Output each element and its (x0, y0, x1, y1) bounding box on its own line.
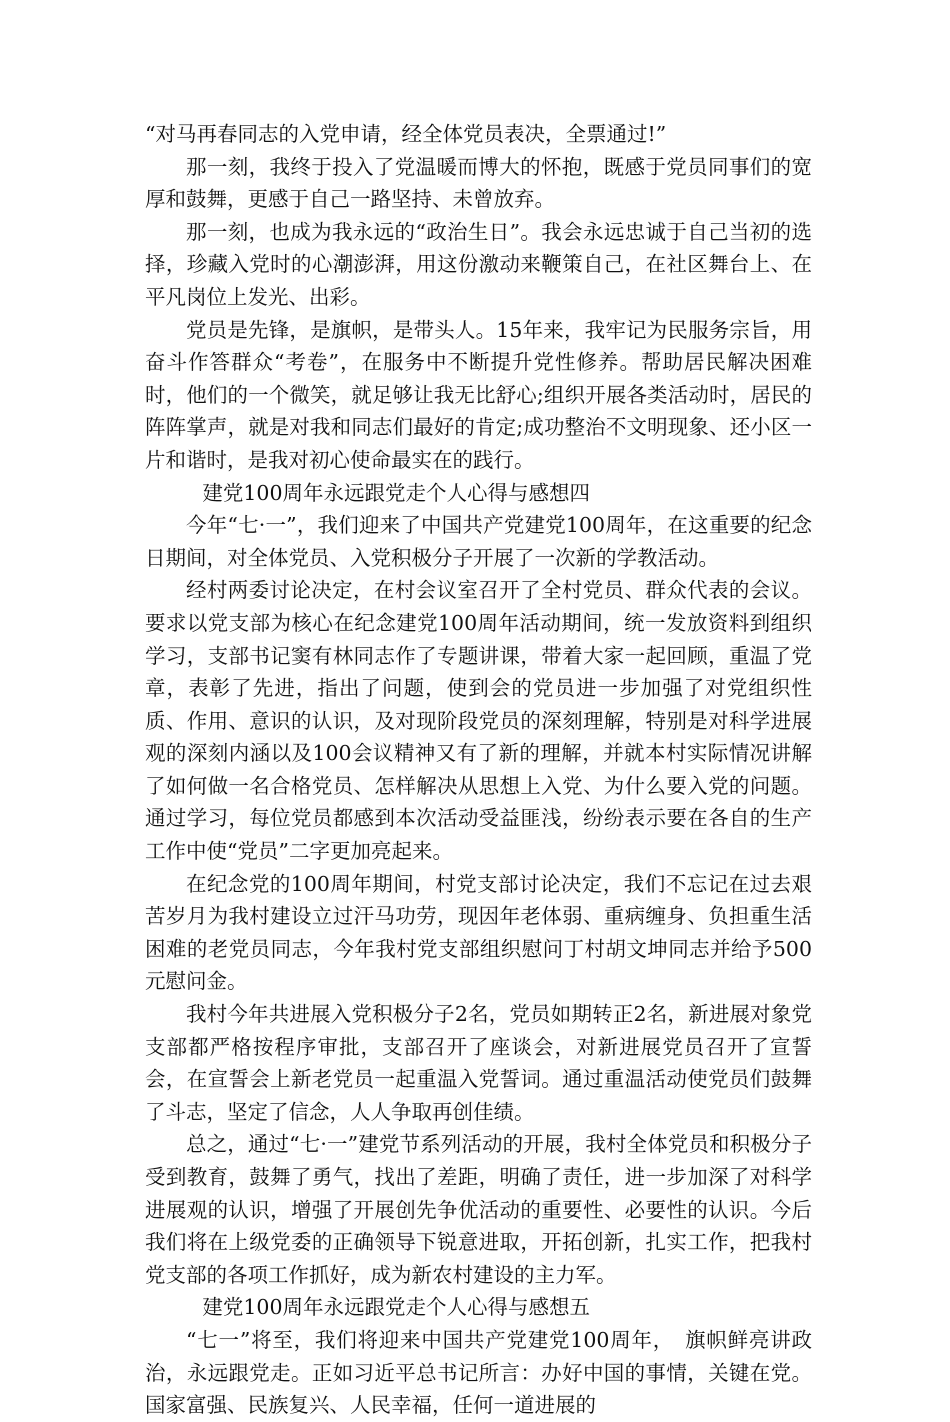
paragraph-condolence: 在纪念党的100周年期间，村党支部讨论决定，我们不忘记在过去艰苦岁月为我村建设立过汗马功劳，现因年老体弱、重病缠身、负担重生活困难的老党员同志，今年我村党支部组织慰问丁村胡文坤同志并给予500元慰问金。 (145, 871, 812, 994)
paragraph-joining-moment: 那一刻，我终于投入了党温暖而博大的怀抱，既感于党员同事们的宽厚和鼓舞，更感于自己一路坚持、未曾放弃。 (145, 154, 812, 212)
paragraph-summary: 总之，通过“七·一”建党节系列活动的开展，我村全体党员和积极分子受到教育，鼓舞了勇气，找出了差距，明确了责任，进一步加深了对科学进展观的认识，增强了开展创先争优活动的重要性、必要性的认识。今后我们将在上级党委的正确领导下锐意进取，开拓创新，扎实工作，把我村党支部的各项工作抓好，成为新农村建设的主力军。 (145, 1132, 812, 1287)
paragraph-vote-result: “对马再春同志的入党申请，经全体党员表决，全票通过!” (145, 122, 667, 146)
paragraph-new-members: 我村今年共进展入党积极分子2名，党员如期转正2名，新进展对象党支部都严格按程序审批，支部召开了座谈会，对新进展党员召开了宣誓会，在宣誓会上新老党员一起重温入党誓词。通过重温活动使党员们鼓舞了斗志，坚定了信念，人人争取再创佳绩。 (145, 1002, 812, 1124)
paragraph-political-birthday: 那一刻，也成为我永远的“政治生日”。我会永远忠诚于自己当初的选择，珍藏入党时的心潮澎湃，用这份激动来鞭策自己，在社区舞台上、在平凡岗位上发光、出彩。 (145, 219, 812, 309)
paragraph-july-first: 今年“七·一”，我们迎来了中国共产党建党100周年，在这重要的纪念日期间，对全体党员、入党积极分子开展了一次新的学教活动。 (145, 513, 812, 570)
section-heading-four: 建党100周年永远跟党走个人心得与感想四 (202, 480, 591, 505)
paragraph-seventh-july: “七一”将至，我们将迎来中国共产党建党100周年， 旗帜鲜亮讲政治，永远跟党走。正如习近平总书记所言：办好中国的事情，关键在党。国家富强、民族复兴、人民幸福，任何一道进展的 (145, 1327, 812, 1418)
paragraph-village-meeting: 经村两委讨论决定，在村会议室召开了全村党员、群众代表的会议。要求以党支部为核心在纪念建党100周年活动期间，统一发放资料到组织学习，支部书记窦有林同志作了专题讲课，带着大家一起回顾，重温了党章，表彰了先进，指出了问题，使到会的党员进一步加强了对党组织性质、作用、意识的认识，及对现阶段党员的深刻理解，特别是对科学进展观的深刻内涵以及100会议精神又有了新的理解，并就本村实际情况讲解了如何做一名合格党员、怎样解决从思想上入党、为什么要入党的问题。通过学习，每位党员都感到本次活动受益匪浅，纷纷表示要在各自的生产工作中使“党员”二字更加亮起来。 (145, 578, 812, 864)
paragraph-vanguard: 党员是先锋，是旗帜，是带头人。15年来，我牢记为民服务宗旨，用奋斗作答群众“考卷”，在服务中不断提升党性修养。帮助居民解决困难时，他们的一个微笑，就足够让我无比舒心;组织开展各类活动时，居民的阵阵掌声，就是对我和同志们最好的肯定;成功整治不文明现象、还小区一片和谐时，是我对初心使命最实在的践行。 (145, 317, 812, 472)
section-heading-five: 建党100周年永远跟党走个人心得与感想五 (202, 1295, 591, 1320)
document-page (145, 118, 812, 1422)
